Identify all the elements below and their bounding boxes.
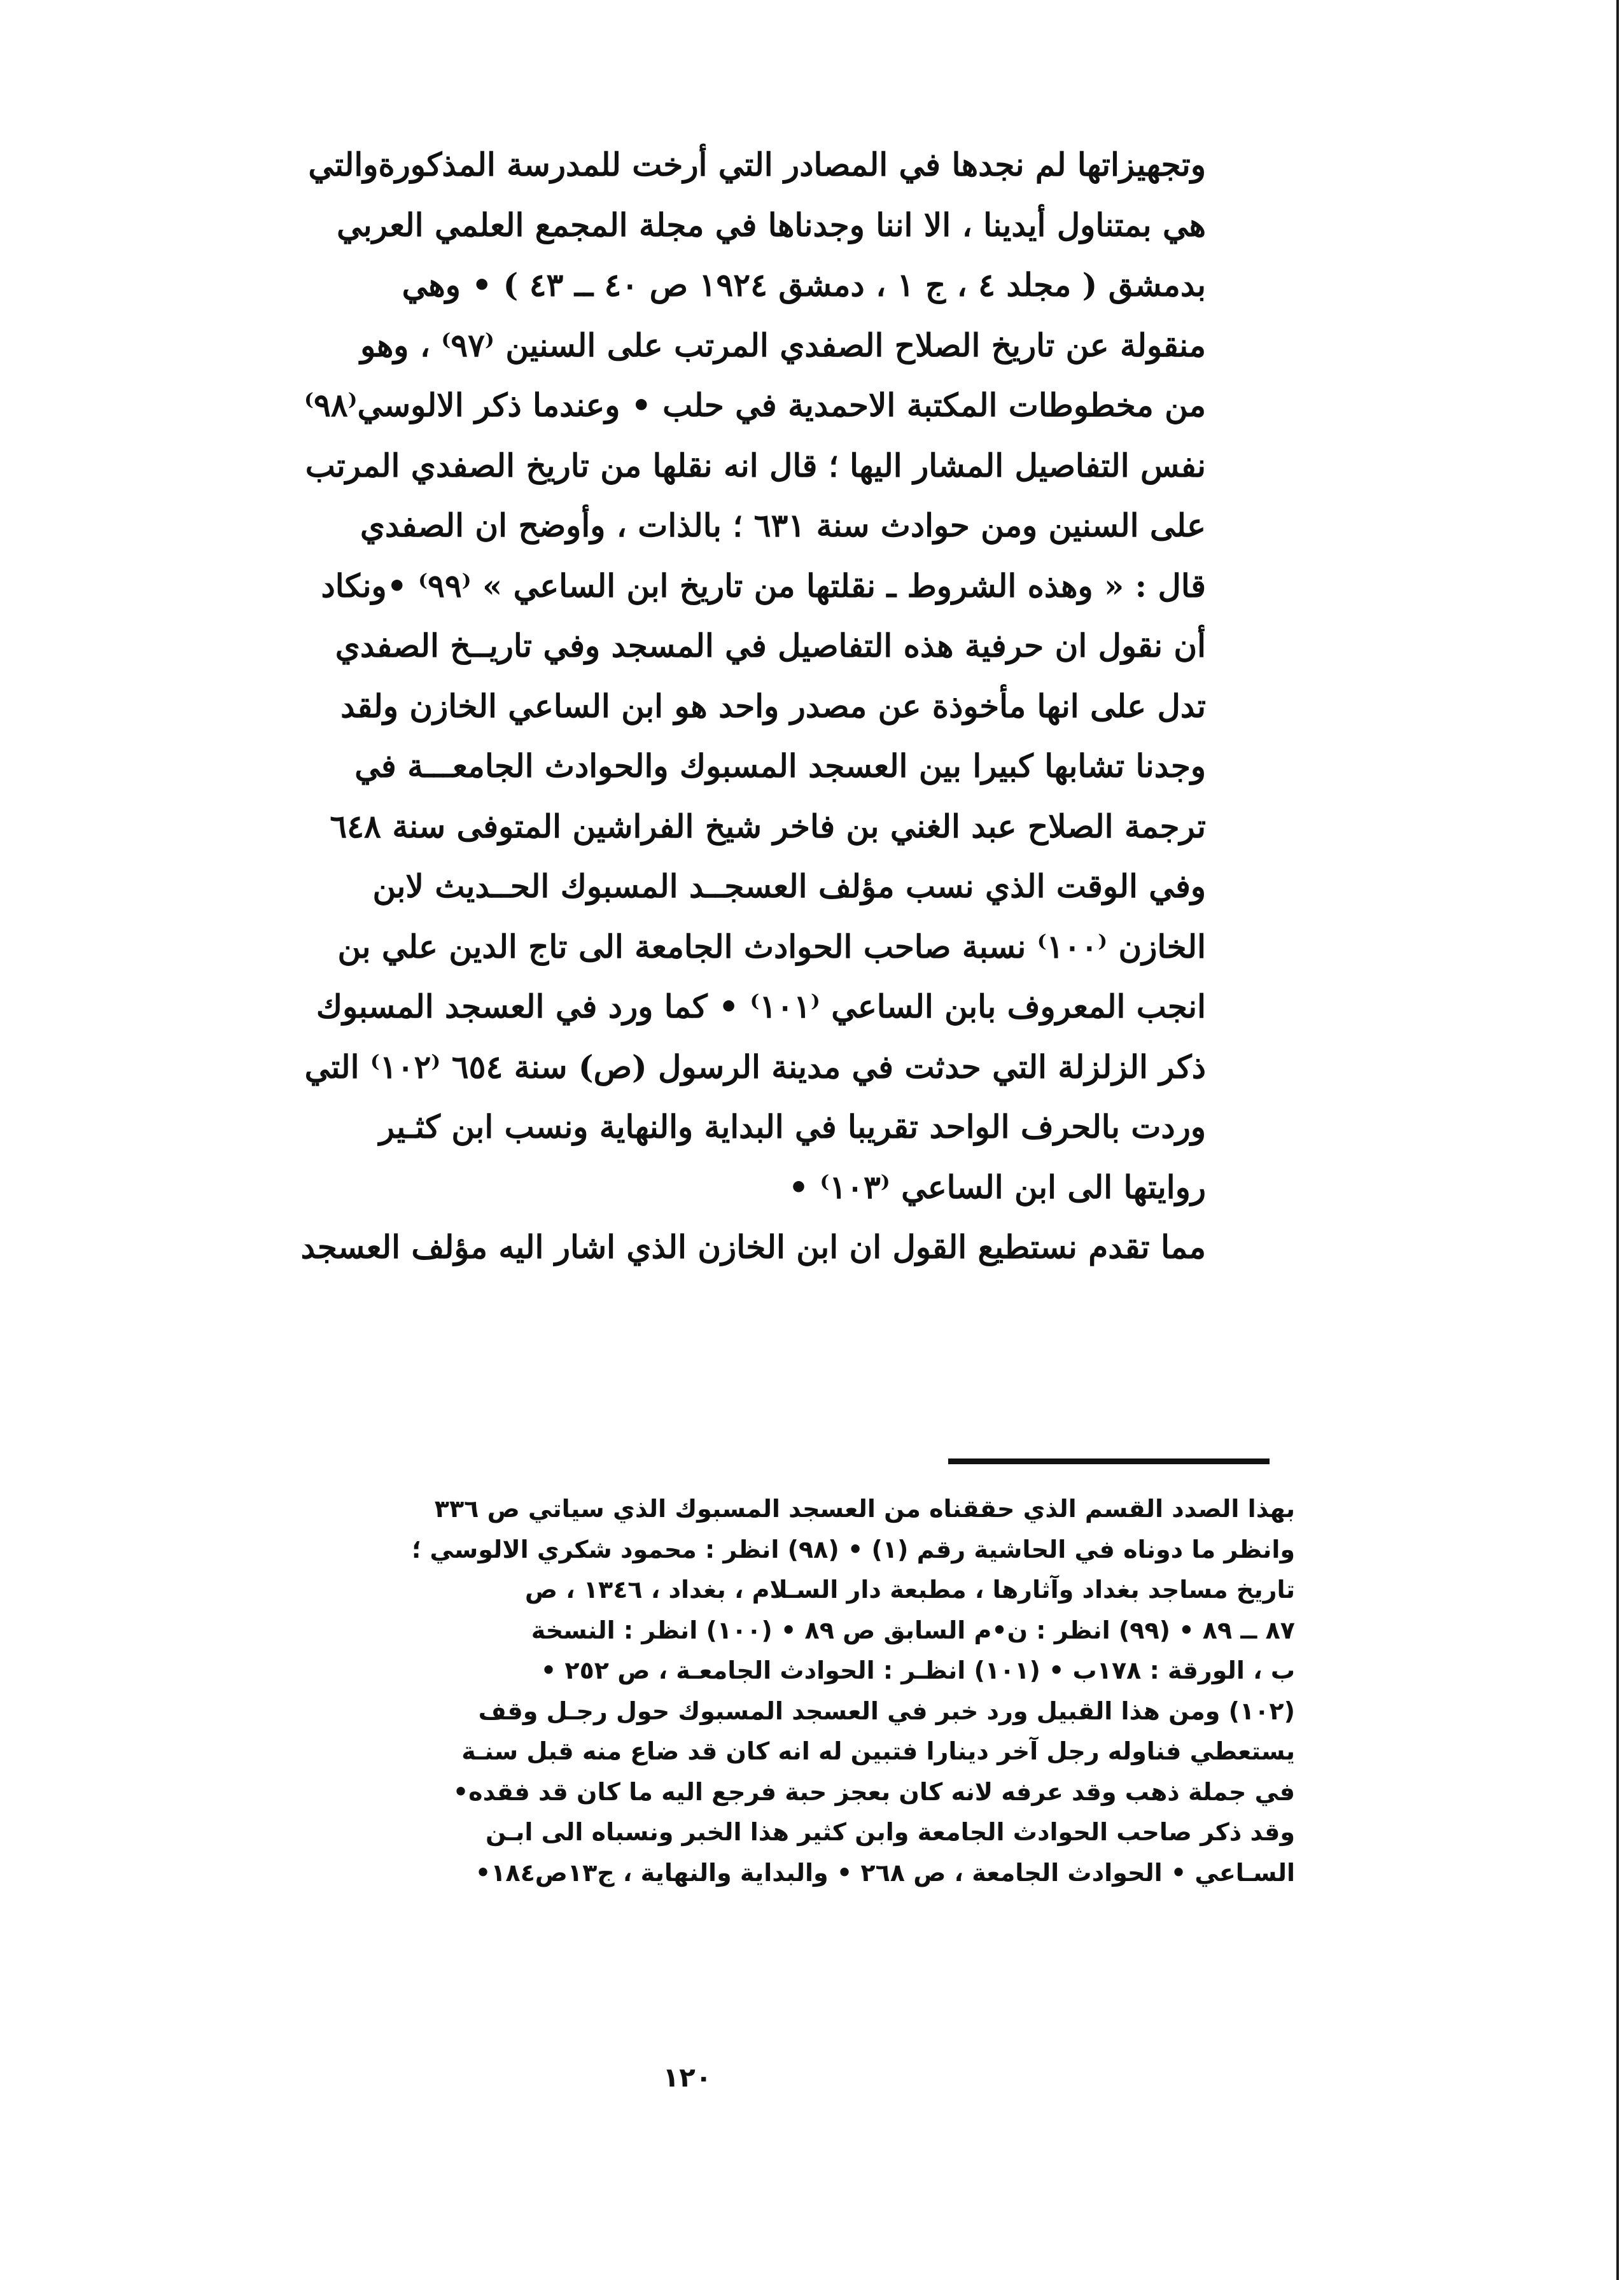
body-line: منقولة عن تاريخ الصلاح الصفدي المرتب على السنين ⁽٩٧⁾ ، وهو (360, 326, 1206, 364)
body-line: هي بمتناول أيدينا ، الا اننا وجدناها في مجلة المجمع العلمي العربي (337, 206, 1206, 244)
body-line: وتجهيزاتها لم نجدها في المصادر التي أرخت للمدرسة المذكورةوالتي (308, 146, 1206, 183)
body-line: روايتها الى ابن الساعي ⁽١٠٣⁾ • (788, 1168, 1206, 1206)
footnote-line: ب ، الورقة : ١٧٨ب • (١٠١) انظـر : الحوادث الجامعـة ، ص ٢٥٢ • (540, 1656, 1295, 1684)
footnote-line: ٨٧ ــ ٨٩ • (٩٩) انظر : ن•م السابق ص ٨٩ • (١٠٠) انظر : النسخة (531, 1616, 1295, 1644)
footnote-line: السـاعي • الحوادث الجامعة ، ص ٢٦٨ • والبداية والنهاية ، ج١٣ص١٨٤• (475, 1858, 1295, 1887)
body-line: وردت بالحرف الواحد تقريبا في البداية والنهاية ونسب ابن كثـير (379, 1108, 1206, 1145)
body-line: انجب المعروف بابن الساعي ⁽١٠١⁾ • كما ورد في العسجد المسبوك (316, 988, 1206, 1025)
footnote-separator (948, 1458, 1270, 1464)
body-line: أن نقول ان حرفية هذه التفاصيل في المسجد وفي تاريــخ الصفدي (335, 627, 1206, 664)
body-line: وفي الوقت الذي نسب مؤلف العسجــد المسبوك الحــديث لابن (372, 867, 1206, 905)
page-number: ١٢٠ (662, 2062, 712, 2093)
body-line: وجدنا تشابها كبيرا بين العسجد المسبوك والحوادث الجامعـــة في (354, 747, 1206, 785)
body-line: قال : « وهذه الشروط ـ نقلتها من تاريخ ابن الساعي » ⁽٩٩⁾ •ونكاد (321, 566, 1206, 605)
body-line: بدمشق ( مجلد ٤ ، ج ١ ، دمشق ١٩٢٤ ص ٤٠ ــ ٤٣ ) • وهي (402, 266, 1206, 304)
footnote-line: تاريخ مساجد بغداد وآثارها ، مطبعة دار السـلام ، بغداد ، ١٣٤٦ ، ص (524, 1576, 1295, 1604)
body-line: الخازن ⁽١٠٠⁾ نسبة صاحب الحوادث الجامعة الى تاج الدين علي بن (337, 927, 1206, 965)
footnote-line: في جملة ذهب وقد عرفه لانه كان بعجز حبة فرجع اليه ما كان قد فقده• (452, 1777, 1295, 1806)
footnote-line: وقد ذكر صاحب الحوادث الجامعة وابن كثير هذا الخبر ونسباه الى ابـن (485, 1818, 1295, 1846)
body-line: من مخطوطات المكتبة الاحمدية في حلب • وعندما ذكر الالوسي⁽٩٨⁾ (304, 386, 1206, 424)
body-line: ذكر الزلزلة التي حدثت في مدينة الرسول (ص) سنة ٦٥٤ ⁽١٠٢⁾ التي (304, 1047, 1206, 1086)
body-line: ترجمة الصلاح عبد الغني بن فاخر شيخ الفراشين المتوفى سنة ٦٤٨ (330, 807, 1206, 845)
body-line: مما تقدم نستطيع القول ان ابن الخازن الذي اشار اليه مؤلف العسجد (300, 1228, 1206, 1266)
footnotes-block (130, 1489, 1295, 1893)
body-line: نفس التفاصيل المشار اليها ؛ قال انه نقلها من تاريخ الصفدي المرتب (305, 446, 1206, 484)
footnote-line: بهذا الصدد القسم الذي حققناه من العسجد المسبوك الذي سياتي ص ٣٣٦ (434, 1495, 1295, 1523)
scan-edge-line (1616, 0, 1619, 2280)
footnote-line: وانظر ما دوناه في الحاشية رقم (١) • (٩٨) انظر : محمود شكري الالوسي ؛ (411, 1535, 1295, 1563)
body-line: تدل على انها مأخوذة عن مصدر واحد هو ابن الساعي الخازن ولقد (340, 687, 1206, 725)
main-text-block (130, 135, 1206, 1278)
footnote-line: يستعطي فناوله رجل آخر دينارا فتبين له انه كان قد ضاع منه قبل سنـة (461, 1737, 1295, 1765)
footnote-line: (١٠٢) ومن هذا القبيل ورد خبر في العسجد المسبوك حول رجـل وقف (478, 1696, 1295, 1725)
body-line: على السنين ومن حوادث سنة ٦٣١ ؛ بالذات ، وأوضح ان الصفدي (360, 507, 1206, 544)
